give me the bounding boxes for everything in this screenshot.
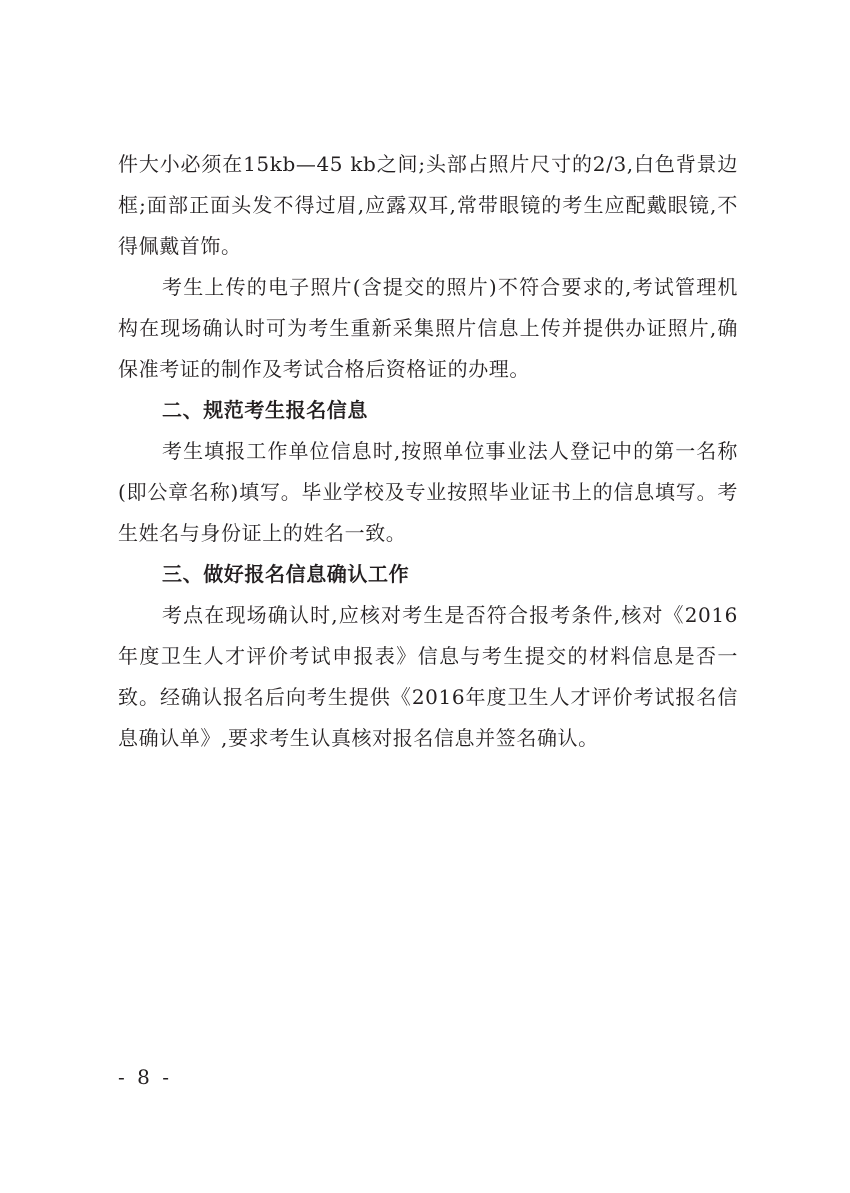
paragraph-fill-info: 考生填报工作单位信息时,按照单位事业法人登记中的第一名称(即公章名称)填写。毕业学校及专业按照毕业证书上的信息填写。考生姓名与身份证上的姓名一致。 [118, 439, 738, 545]
page-number: - 8 - [118, 1065, 172, 1089]
paragraph-confirm-info: 考点在现场确认时,应核对考生是否符合报考条件,核对《2016年度卫生人才评价考试申报表》信息与考生提交的材料信息是否一致。经确认报名后向考生提供《2016年度卫生人才评价考试报名信息确认单》,要求考生认真核对报名信息并签名确认。 [118, 603, 738, 750]
section-heading-confirm-info: 三、做好报名信息确认工作 [162, 562, 410, 586]
document-body [118, 144, 738, 759]
paragraph-photo-recollection: 考生上传的电子照片(含提交的照片)不符合要求的,考试管理机构在现场确认时可为考生重新采集照片信息上传并提供办证照片,确保准考证的制作及考试合格后资格证的办理。 [118, 275, 738, 381]
section-heading-standardize-info: 二、规范考生报名信息 [162, 398, 368, 422]
paragraph-photo-requirements: 件大小必须在15kb—45 kb之间;头部占照片尺寸的2/3,白色背景边框;面部正面头发不得过眉,应露双耳,常带眼镜的考生应配戴眼镜,不得佩戴首饰。 [118, 152, 738, 258]
